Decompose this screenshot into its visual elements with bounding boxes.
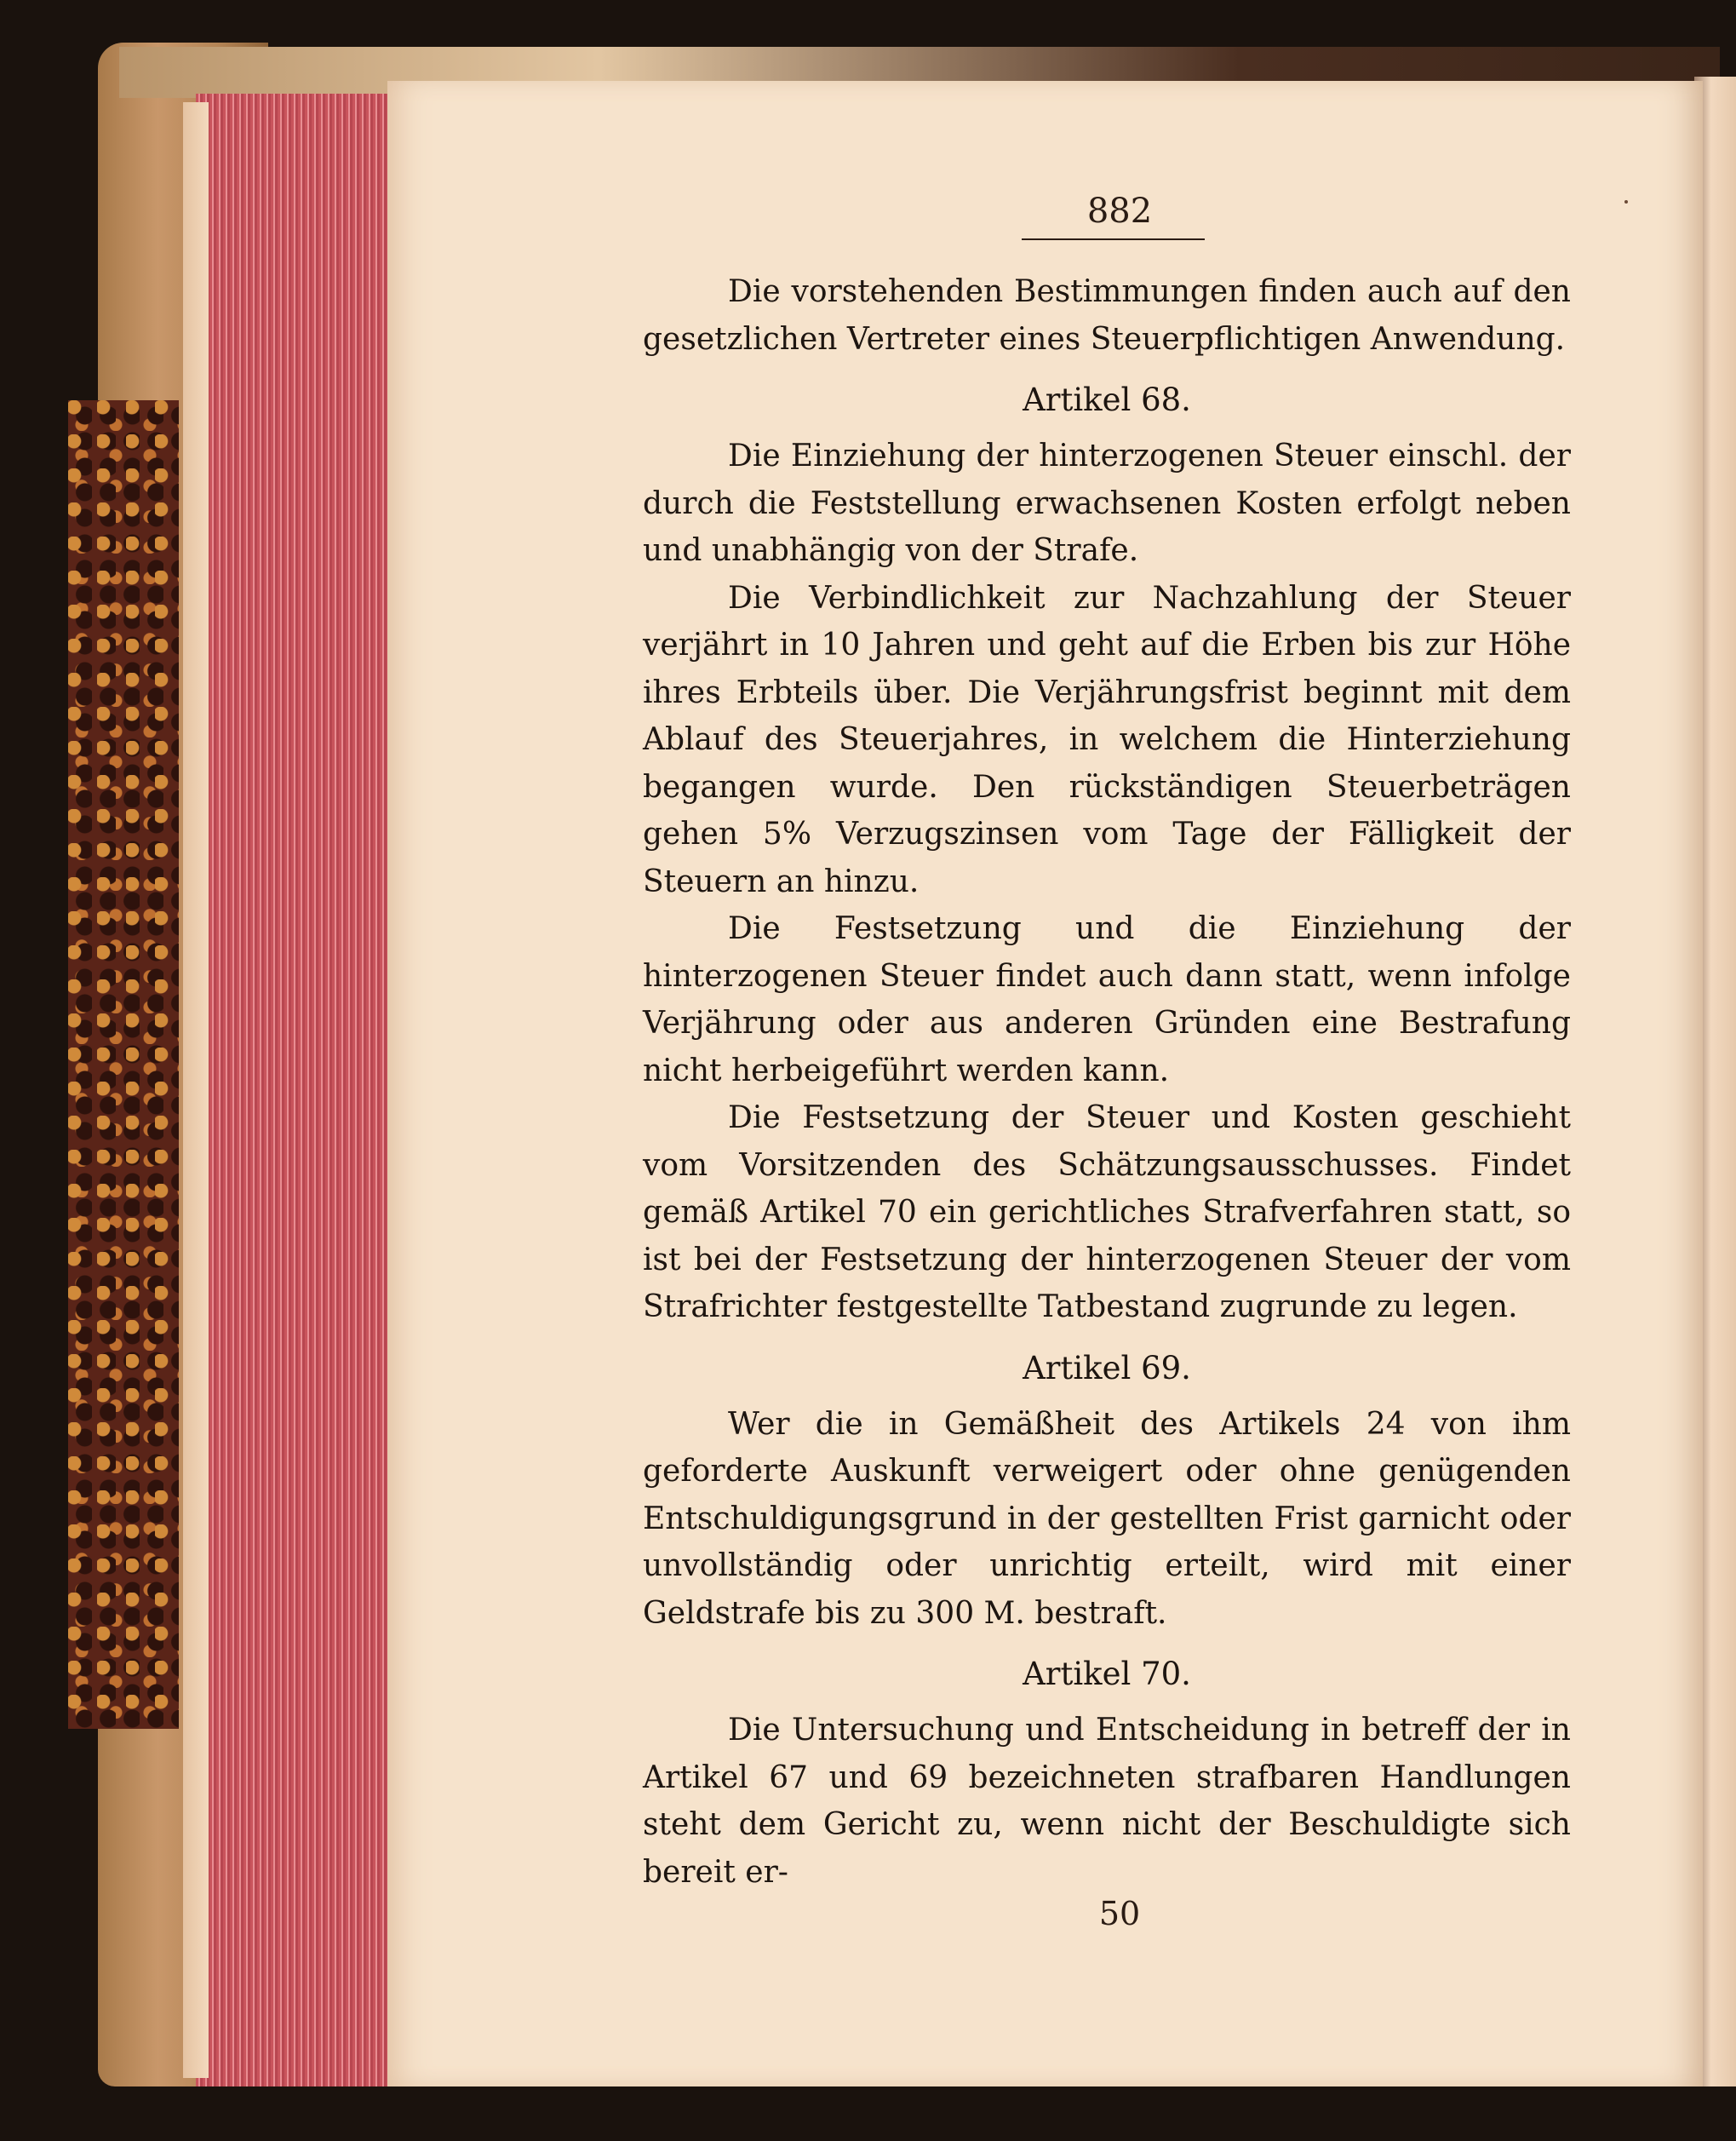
article-heading: Artikel 70. <box>1023 1656 1191 1692</box>
paragraph: Die Festsetzung und die Einziehung der hinterzogenen Steuer findet auch dann statt, wenn infolge Verjährung oder aus anderen Gründen eine Bestrafung nicht herbeigeführt werden kann. <box>643 911 1571 1088</box>
page-number: 882 <box>1086 192 1153 231</box>
paragraph: Die Festsetzung der Steuer und Kosten geschieht vom Vorsitzenden des Schätzungsausschusses. Findet gemäß Artikel 70 ein gerichtliches Strafverfahren statt, so ist bei der Festsetzung der hinterzogenen Steuer der vom Strafrichter festgestellte Tatbestand zugrunde zu legen. <box>643 1100 1571 1324</box>
signature-mark: 50 <box>1098 1895 1141 1932</box>
page-edges <box>196 94 392 2086</box>
marbled-endpaper <box>68 400 179 1729</box>
article-heading: Artikel 68. <box>1023 382 1191 418</box>
page-number-rule <box>1022 238 1205 240</box>
page-edges-inner <box>183 102 209 2078</box>
paragraph: Wer die in Gemäßheit des Artikels 24 von ihm geforderte Auskunft verweigert oder ohne genügenden Entschuldigungsgrund in der gestellten Frist garnicht oder unvollständig oder unrichtig erteilt, wird mit einer Geldstrafe bis zu 300 M. bestraft. <box>643 1406 1571 1631</box>
article-heading: Artikel 69. <box>1023 1349 1191 1386</box>
paragraph: Die Untersuchung und Entscheidung in betreff der in Artikel 67 und 69 bezeichneten strafbaren Handlungen steht dem Gericht zu, wenn nicht der Beschuldigte sich bereit er- <box>643 1713 1571 1890</box>
paragraph: Die Einziehung der hinterzogenen Steuer einschl. der durch die Feststellung erwachsenen Kosten erfolgt neben und unabhängig von der Strafe. <box>643 439 1571 568</box>
paragraph: Die Verbindlichkeit zur Nachzahlung der Steuer verjährt in 10 Jahren und geht auf die Erben bis zur Höhe ihres Erbteils über. Die Verjährungsfrist beginnt mit dem Ablauf des Steuerjahres, in welchem die Hinterziehung begangen wurde. Den rückständigen Steuerbeträgen gehen 5% Verzugszinsen vom Tage der Fälligkeit der Steuern an hinzu. <box>643 580 1571 899</box>
paragraph: Die vorstehenden Bestimmungen finden auch auf den gesetzlichen Vertreter eines Steuerpflichtigen Anwendung. <box>643 274 1571 357</box>
page-body <box>643 268 1571 1896</box>
paper-speck <box>1624 200 1628 204</box>
